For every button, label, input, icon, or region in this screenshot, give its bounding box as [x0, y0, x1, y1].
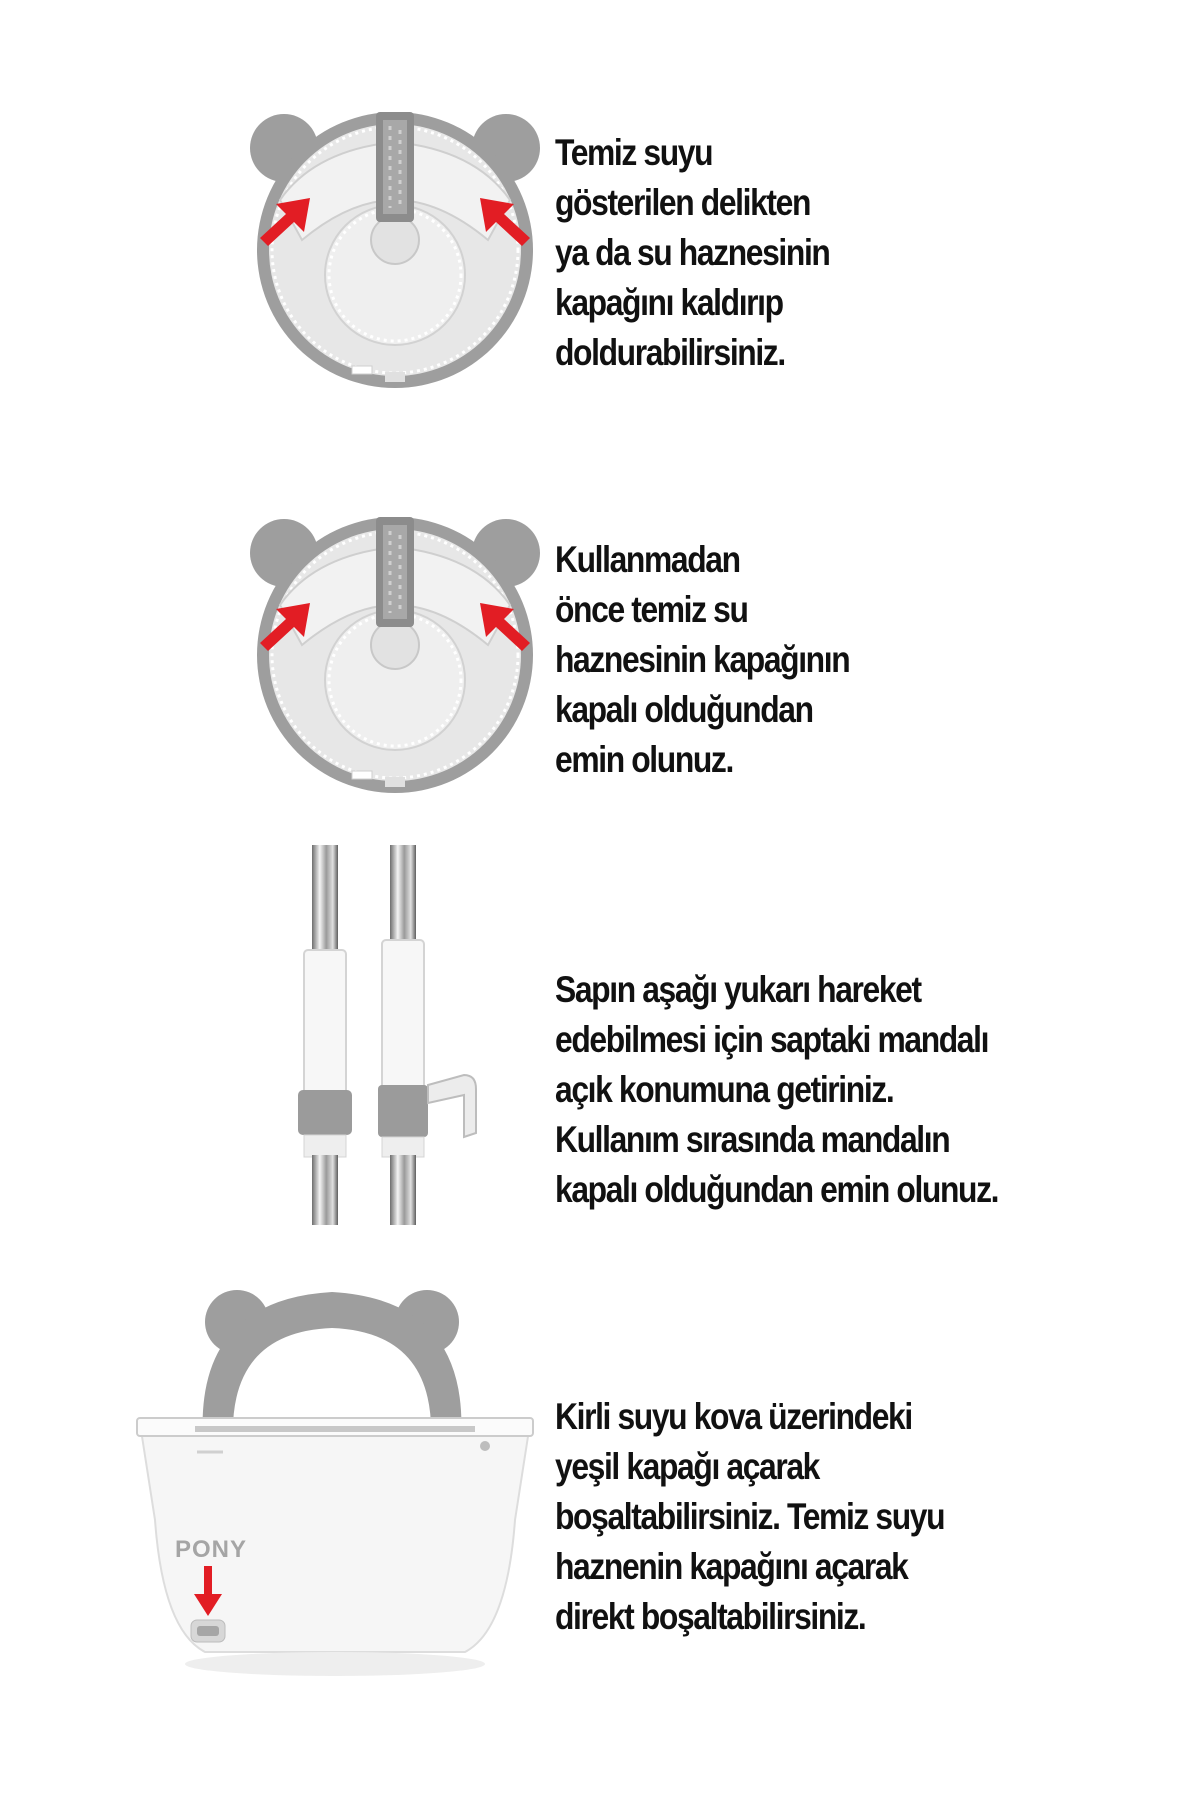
bucket-side-view-illustration: [135, 1270, 535, 1690]
step-1-line: Temiz suyu: [555, 132, 713, 173]
step-3-line: kapalı olduğundan emin olunuz.: [555, 1169, 999, 1210]
step-3-line: edebilmesi için saptaki mandalı: [555, 1019, 989, 1060]
step-4-line: Kirli suyu kova üzerindeki: [555, 1396, 912, 1437]
step-1-line: gösterilen delikten: [555, 182, 811, 223]
bucket-brand-logo: PONY: [175, 1536, 248, 1563]
step-2-line: haznesinin kapağının: [555, 639, 850, 680]
step-3-line: açık konumuna getiriniz.: [555, 1069, 894, 1110]
step-1-line: doldurabilirsiniz.: [555, 332, 785, 373]
step-4-line: direkt boşaltabilirsiniz.: [555, 1596, 866, 1637]
step-2-line: Kullanmadan: [555, 539, 740, 580]
bucket-top-view-illustration: [240, 90, 550, 400]
step-2-line: emin olunuz.: [555, 739, 733, 780]
step-2-line: önce temiz su: [555, 589, 748, 630]
step-4-line: boşaltabilirsiniz. Temiz suyu: [555, 1496, 945, 1537]
mop-handle-latch-illustration: [280, 845, 510, 1225]
step-1-line: ya da su haznesinin: [555, 232, 830, 273]
step-3-line: Sapın aşağı yukarı hareket: [555, 969, 921, 1010]
bucket-top-view-illustration: [240, 495, 550, 805]
step-2-instructions: [555, 535, 849, 785]
step-4-line: haznenin kapağını açarak: [555, 1546, 908, 1587]
step-4-instructions: [555, 1392, 944, 1642]
step-2-line: kapalı olduğundan: [555, 689, 813, 730]
step-3-line: Kullanım sırasında mandalın: [555, 1119, 950, 1160]
step-1-instructions: [555, 128, 829, 378]
step-4-line: yeşil kapağı açarak: [555, 1446, 819, 1487]
step-1-line: kapağını kaldırıp: [555, 282, 783, 323]
step-3-instructions: [555, 965, 998, 1215]
